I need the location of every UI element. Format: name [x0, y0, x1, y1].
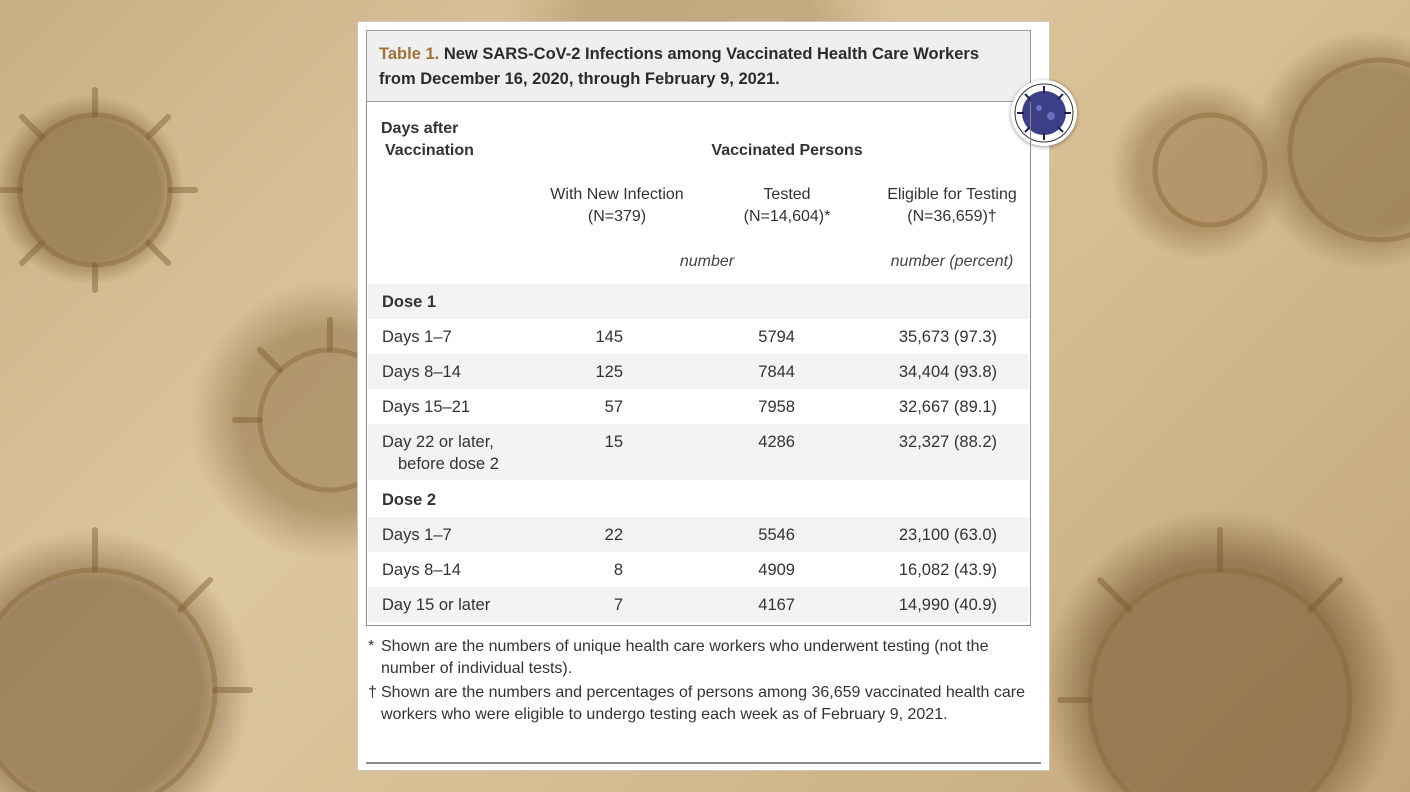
footnote-eligible [368, 682, 1043, 752]
row-label: Day 22 or later, [382, 433, 494, 451]
column-label: Eligible for Testing [887, 186, 1017, 203]
row-label: Days 8–14 [382, 363, 461, 381]
row-label: Days 15–21 [382, 398, 471, 416]
table-row [368, 319, 1029, 354]
eligible-value: 32,327 (88.2) [898, 433, 997, 451]
title-line-1: New SARS-CoV-2 Infections among Vaccinated Health Care Workers [443, 45, 979, 63]
unit-number: number [679, 253, 735, 270]
title-line-2: from December 16, 2020, through February 9, 2021. [379, 70, 780, 88]
column-label: Tested [763, 186, 811, 203]
stub-header-line-1: Days after [381, 120, 459, 137]
tested-value: 4286 [758, 433, 795, 451]
row-label: Days 1–7 [382, 328, 452, 346]
footnote-text: Shown are the numbers of unique health care workers who underwent testing (not the number of individual tests). [381, 638, 989, 677]
column-n: (N=14,604)* [743, 208, 831, 225]
eligible-value: 14,990 (40.9) [898, 596, 997, 614]
infection-value: 145 [595, 328, 623, 346]
infection-value: 125 [595, 363, 623, 381]
table-row [368, 389, 1029, 424]
group-header: Vaccinated Persons [711, 142, 863, 159]
table-title [366, 30, 1031, 102]
table-row [368, 517, 1029, 552]
column-n: (N=379) [587, 208, 647, 225]
section-label: Dose 1 [382, 293, 437, 311]
column-header-tested [707, 184, 867, 228]
table-row [368, 587, 1029, 622]
stub-header [381, 118, 474, 162]
tested-value: 7844 [758, 363, 795, 381]
infection-value: 57 [604, 398, 623, 416]
stub-header-line-2: Vaccination [385, 142, 474, 159]
infection-value: 15 [604, 433, 623, 451]
row-label-continued: before dose 2 [398, 455, 499, 473]
column-header-eligible [867, 184, 1037, 228]
infection-value: 22 [604, 526, 623, 544]
table-row [368, 552, 1029, 587]
row-label: Days 1–7 [382, 526, 452, 544]
section-label: Dose 2 [382, 491, 437, 509]
bottom-divider [366, 762, 1041, 764]
footnote-tested [368, 636, 1043, 680]
eligible-value: 32,667 (89.1) [898, 398, 997, 416]
eligible-value: 16,082 (43.9) [898, 561, 997, 579]
tested-value: 5794 [758, 328, 795, 346]
column-n: (N=36,659)† [907, 208, 997, 225]
table-row [368, 424, 1029, 480]
column-header-infection [527, 184, 707, 228]
eligible-value: 35,673 (97.3) [898, 328, 997, 346]
tested-value: 5546 [758, 526, 795, 544]
eligible-value: 23,100 (63.0) [898, 526, 997, 544]
row-label: Day 15 or later [382, 596, 491, 614]
section-row [368, 482, 1029, 517]
tested-value: 4909 [758, 561, 795, 579]
section-row [368, 284, 1029, 319]
column-label: With New Infection [550, 186, 684, 203]
eligible-value: 34,404 (93.8) [898, 363, 997, 381]
infection-value: 8 [613, 561, 623, 579]
footnote-mark: * [368, 638, 375, 655]
tested-value: 7958 [758, 398, 795, 416]
data-table [366, 102, 1031, 626]
infection-value: 7 [613, 596, 623, 614]
footnote-text: Shown are the numbers and percentages of persons among 36,659 vaccinated health care workers who were eligible to undergo testing each week as of February 9, 2021. [381, 684, 1025, 723]
footnote-mark: † [368, 684, 377, 701]
unit-number-percent: number (percent) [890, 253, 1014, 270]
table-number: Table 1. [379, 45, 440, 63]
table-row [368, 354, 1029, 389]
tested-value: 4167 [758, 596, 795, 614]
row-label: Days 8–14 [382, 561, 461, 579]
table-card [358, 22, 1049, 770]
